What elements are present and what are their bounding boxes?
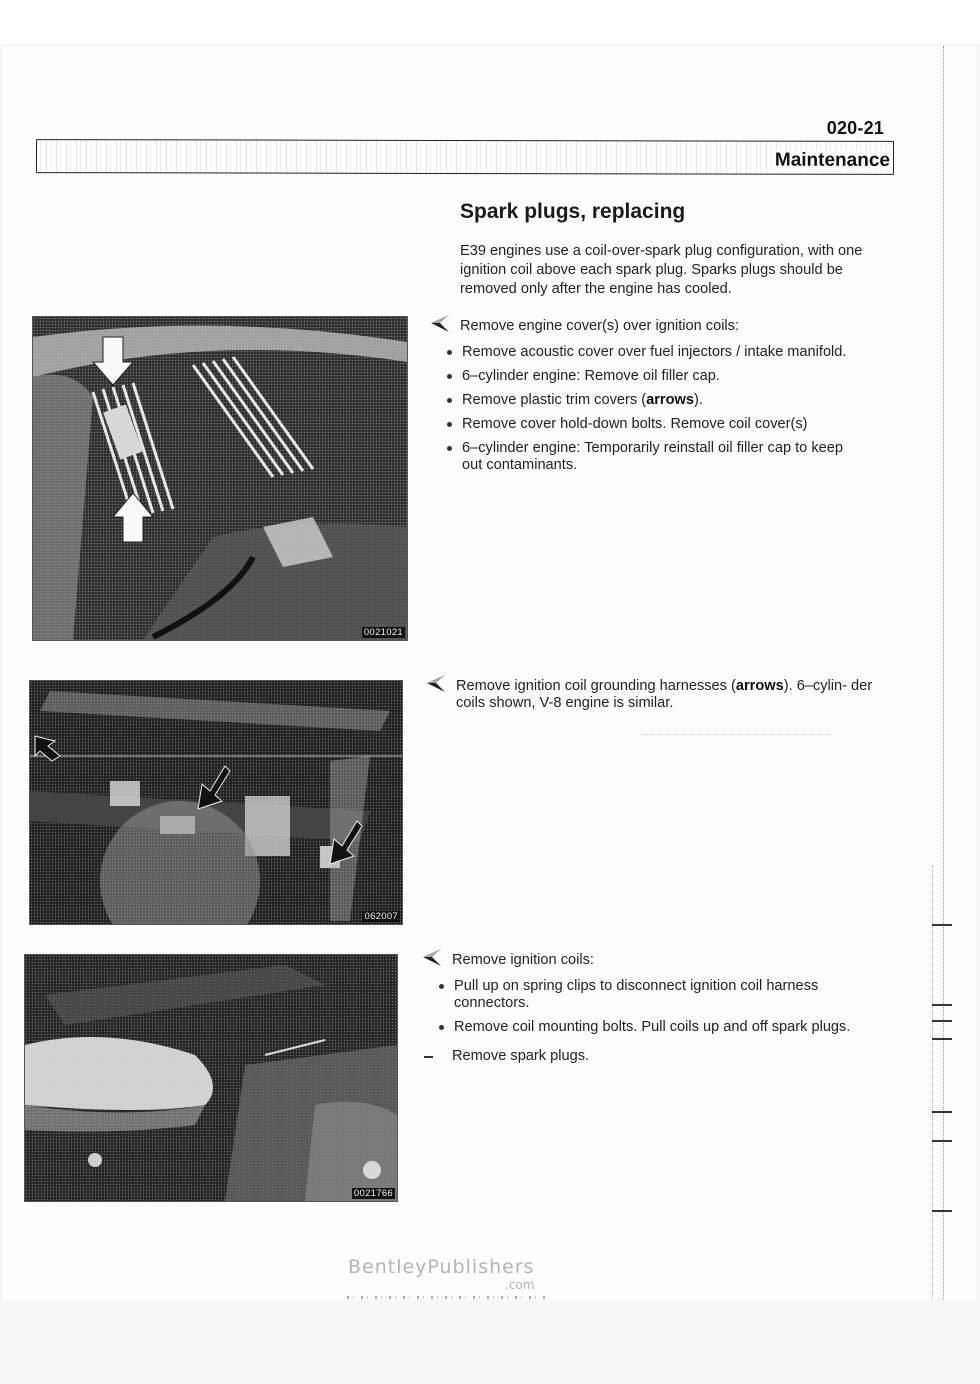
figure-engine-cover [32,316,408,641]
dotted-rule [642,734,832,735]
edge-tab-mark [932,1020,952,1022]
section-header-bar [36,139,894,175]
edge-tab-mark [932,1111,952,1113]
list-item: Pull up on spring clips to disconnect ignition coil harness connectors. [438,978,882,1012]
figure-id: 062007 [364,911,398,922]
dash-icon [424,1056,433,1058]
step-lead-text: Remove ignition coil grounding harnesses ( [456,678,736,694]
left-arrow-pointer-icon [430,314,452,334]
edge-tab-mark [932,1038,952,1040]
step-3 [422,952,882,1065]
figure-id: 0021021 [363,627,403,638]
edge-tab-mark [932,1004,952,1006]
list-item-text: Remove plastic trim covers ( [462,392,647,408]
dash-step-text: Remove spark plugs. [452,1048,590,1064]
article-intro: E39 engines use a coil-over-spark plug configuration, with one ignition coil above each spark plug. Sparks plugs should be removed only after the engine has cooled. [460,243,863,297]
engine-cover-photo [33,317,407,640]
step-2 [426,678,886,712]
step-lead-text: Remove engine cover(s) over ignition coils: [460,318,740,334]
figure-coil-harnesses [29,680,403,925]
publisher-watermark: BentleyPublishers [348,1256,535,1278]
manual-page [2,46,976,1300]
bullet-list [430,344,860,474]
publisher-watermark-domain: .com [505,1278,535,1292]
ignition-coil-photo [25,955,397,1201]
list-item: Remove coil mounting bolts. Pull coils up and off spark plugs. [438,1019,882,1036]
step-lead-text: Remove ignition coils: [452,952,594,968]
step-lead [430,318,860,335]
list-item: Remove cover hold-down bolts. Remove coil cover(s) [446,416,860,433]
top-margin [0,0,980,44]
list-item-bold: arrows [646,392,694,408]
list-item: 6–cylinder engine: Remove oil filler cap. [446,368,860,385]
edge-tab-mark [932,1140,952,1142]
dash-step [422,1048,882,1065]
list-item: 6–cylinder engine: Temporarily reinstall oil filler cap to keep out contaminants. [446,440,860,474]
list-item-text: ). [693,392,703,408]
figure-ignition-coils [24,954,398,1202]
coil-harness-photo [30,681,402,924]
article-title: Spark plugs, replacing [460,200,686,223]
left-arrow-pointer-icon [422,948,444,968]
bullet-list [422,978,882,1036]
step-lead-bold: arrows [735,678,784,694]
figure-id: 0021766 [353,1188,393,1199]
footer-scan-noise [347,1296,547,1299]
edge-tab-mark [932,924,952,926]
list-item [446,392,860,409]
edge-tab-mark [932,1210,952,1212]
section-title: Maintenance [774,149,891,171]
step-lead [426,678,886,712]
list-item: Remove acoustic cover over fuel injectors / intake manifold. [446,344,860,361]
step-lead-text: ). 6–cylin- der coils shown, V-8 engine is similar. [456,678,873,711]
left-arrow-pointer-icon [426,674,448,694]
step-1 [430,318,860,481]
binding-edge-line-inner [932,866,933,1300]
step-lead [422,952,882,969]
page-number: 020-21 [826,118,884,138]
